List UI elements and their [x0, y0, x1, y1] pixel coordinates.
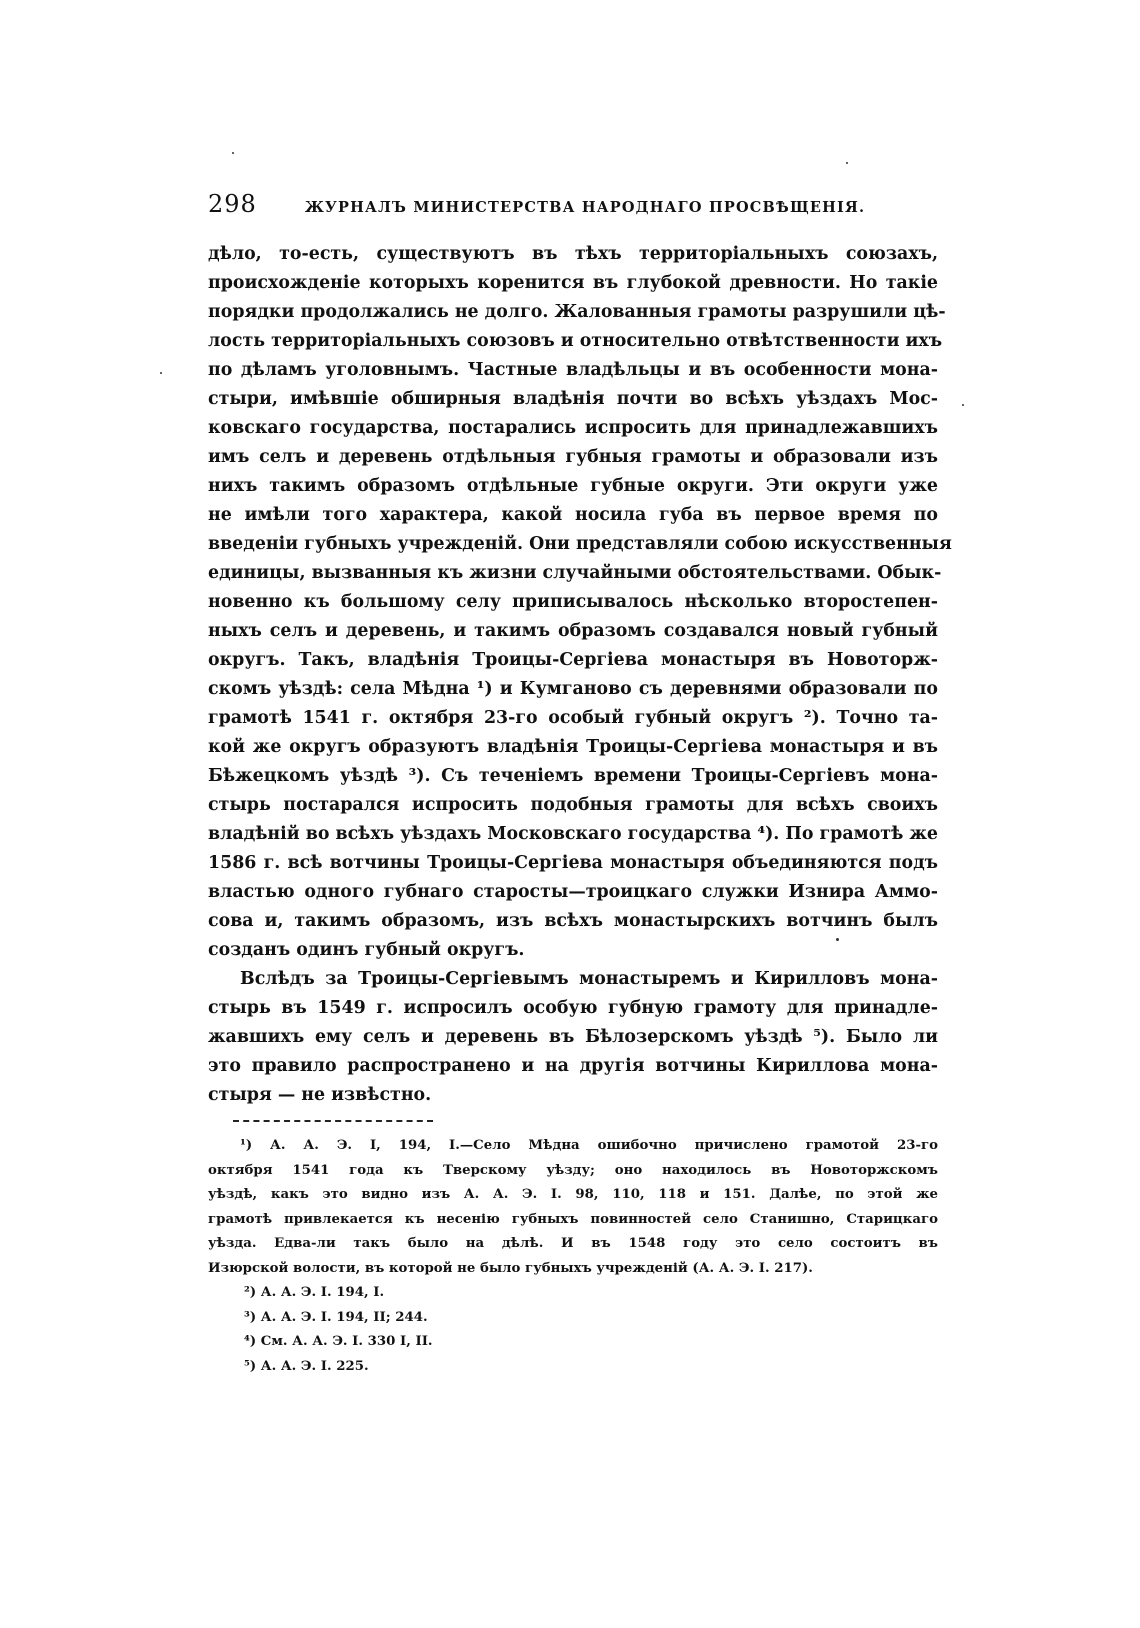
text-line: введеніи губныхъ учрежденій. Они представляли собою искусственныя: [208, 534, 952, 554]
footnote-line: уѣздѣ, какъ это видно изъ А. А. Э. I. 98, 110, 118 и 151. Далѣе, по этой же: [208, 1187, 938, 1202]
footnote-1: [208, 1134, 938, 1281]
footnote-line: ¹) А. А. Э. I, 194, I.—Село Мѣдна ошибочно причислено грамотой 23-го: [240, 1138, 938, 1153]
text-line: имъ селъ и деревень отдѣльныя губныя грамоты и образовали изъ: [208, 447, 938, 467]
footnote-line: уѣзда. Едва-ли такъ было на дѣлѣ. И въ 1548 году это село состоитъ въ: [208, 1236, 938, 1251]
book-page: [208, 190, 952, 1379]
footnote-line: грамотѣ привлекается къ несенію губныхъ повинностей село Станишно, Старицкаго: [208, 1211, 938, 1227]
text-line: единицы, вызванныя къ жизни случайными обстоятельствами. Обык-: [208, 563, 942, 583]
footnote-divider: [233, 1120, 433, 1122]
text-line: по дѣламъ уголовнымъ. Частные владѣльцы и въ особенности мона-: [208, 360, 938, 380]
text-line: владѣній во всѣхъ уѣздахъ Московскаго государства ⁴). По грамотѣ же: [208, 824, 938, 844]
scan-speck: [846, 162, 848, 164]
footnotes: [208, 1134, 938, 1379]
text-line: стыря — не извѣстно.: [208, 1085, 432, 1105]
text-line: стырь постарался испросить подобныя грамоты для всѣхъ своихъ: [208, 795, 938, 815]
text-line: новенно къ большому селу приписывалось нѣсколько второстепен-: [208, 592, 938, 612]
paragraph-1: [208, 240, 952, 965]
text-line: дѣло, то-есть, существуютъ въ тѣхъ территоріальныхъ союзахъ,: [208, 244, 938, 264]
main-text: [208, 240, 952, 1110]
scan-speck: [232, 152, 234, 154]
running-title: ЖУРНАЛЪ МИНИСТЕРСТВА НАРОДНАГО ПРОСВѢЩЕНІЯ.: [304, 199, 866, 216]
text-line: Бѣжецкомъ уѣздѣ ³). Съ теченіемъ времени Троицы-Сергіевъ мона-: [208, 766, 938, 786]
text-line: происхожденіе которыхъ коренится въ глубокой древности. Но такіе: [208, 273, 938, 293]
text-line: Вслѣдъ за Троицы-Сергіевымъ монастыремъ и Кирилловъ мона-: [240, 969, 938, 989]
text-line: стырь въ 1549 г. испросилъ особую губную грамоту для принадле-: [208, 998, 938, 1018]
footnote-3: ³) А. А. Э. I. 194, II; 244.: [244, 1309, 428, 1325]
text-line: ныхъ селъ и деревень, и такимъ образомъ создавался новый губный: [208, 621, 938, 641]
text-line: округъ. Такъ, владѣнія Троицы-Сергіева монастыря въ Новоторж-: [208, 650, 938, 670]
text-line: ковскаго государства, постарались испросить для принадлежавшихъ: [208, 418, 938, 438]
text-line: порядки продолжались не долго. Жалованныя грамоты разрушили цѣ-: [208, 302, 946, 322]
scan-speck: [160, 372, 162, 374]
text-line: стыри, имѣвшіе обширныя владѣнія почти во всѣхъ уѣздахъ Мос-: [208, 389, 938, 409]
text-line: нихъ такимъ образомъ отдѣльные губные округи. Эти округи уже: [208, 476, 938, 496]
text-line: это правило распространено и на другія вотчины Кириллова мона-: [208, 1056, 938, 1076]
footnote-4: ⁴) См. А. А. Э. I. 330 I, II.: [244, 1334, 433, 1349]
text-line: созданъ одинъ губный округъ.: [208, 940, 525, 960]
footnote-5: ⁵) А. А. Э. I. 225.: [244, 1358, 369, 1374]
text-line: грамотѣ 1541 г. октября 23-го особый губный округъ ²). Точно та-: [208, 708, 938, 728]
footnote-2: ²) А. А. Э. I. 194, I.: [244, 1285, 385, 1300]
paragraph-2: [208, 965, 938, 1110]
text-line: кой же округъ образуютъ владѣнія Троицы-Сергіева монастыря и въ: [208, 737, 938, 757]
text-line: жавшихъ ему селъ и деревень въ Бѣлозерскомъ уѣздѣ ⁵). Было ли: [208, 1027, 938, 1047]
text-line: скомъ уѣздѣ: села Мѣдна ¹) и Кумганово съ деревнями образовали по: [208, 679, 938, 699]
footnote-line: октября 1541 года къ Тверскому уѣзду; оно находилось въ Новоторжскомъ: [208, 1162, 938, 1178]
page-number: 298: [208, 190, 257, 218]
text-line: лость территоріальныхъ союзовъ и относительно отвѣтственности ихъ: [208, 331, 943, 351]
text-line: не имѣли того характера, какой носила губа въ первое время по: [208, 505, 938, 525]
text-line: 1586 г. всѣ вотчины Троицы-Сергіева монастыря объединяются подъ: [208, 853, 938, 873]
footnote-line: Изюрской волости, въ которой не было губныхъ учрежденій (А. А. Э. I. 217).: [208, 1260, 813, 1276]
text-line: властью одного губнаго старосты—троицкаго служки Изнира Аммо-: [208, 882, 938, 902]
text-line: сова и, такимъ образомъ, изъ всѣхъ монастырскихъ вотчинъ былъ: [208, 911, 938, 931]
scan-speck: [962, 404, 964, 406]
page-header: [208, 190, 938, 240]
